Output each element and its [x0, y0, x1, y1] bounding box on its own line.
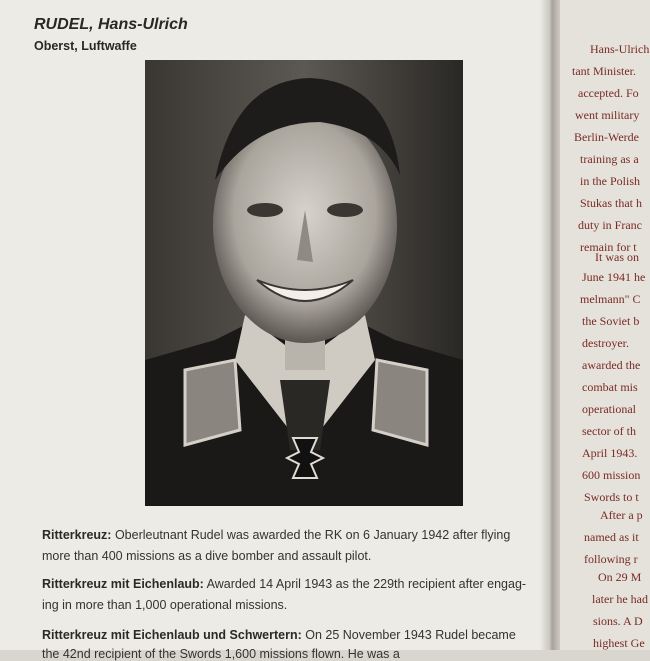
caption-line — [42, 577, 526, 591]
right-page-line: later he had — [592, 592, 648, 606]
right-page-line: duty in Franc — [578, 218, 642, 232]
right-page-line: operational — [582, 402, 636, 416]
right-page-line: highest Ge — [593, 636, 645, 650]
right-page-line: went military — [575, 108, 640, 122]
right-page-line: sector of th — [582, 424, 636, 438]
caption-text: Awarded 14 April 1943 as the 229th recipient after engag- — [206, 577, 527, 591]
caption-line — [42, 528, 510, 542]
right-page-line: combat mis — [582, 380, 638, 394]
right-page-line: destroyer. — [582, 336, 629, 350]
right-page-line: remain for t — [580, 240, 637, 254]
right-page-line: awarded the — [582, 358, 641, 372]
right-page-line: April 1943. — [582, 446, 638, 460]
caption-line — [42, 647, 400, 661]
right-page-line: Hans-Ulrich — [590, 42, 650, 56]
right-page-line: June 1941 he — [582, 270, 646, 284]
right-page-line: tant Minister. — [572, 64, 636, 78]
right-page-line: It was on — [595, 250, 639, 264]
right-page-line: Stukas that h — [580, 196, 642, 210]
caption-text: On 25 November 1943 Rudel became — [305, 628, 516, 642]
right-page-line: On 29 M — [598, 570, 642, 584]
right-page-line: sions. A D — [593, 614, 643, 628]
right-page-line: named as it — [584, 530, 639, 544]
right-page-line: Berlin-Werde — [574, 130, 640, 144]
page-title: RUDEL, Hans-Ulrich — [34, 16, 188, 33]
right-page-line: accepted. Fo — [578, 86, 639, 100]
caption-text: Oberleutnant Rudel was awarded the RK on 6 January 1942 after flying — [114, 528, 511, 542]
right-page-line: After a p — [600, 508, 643, 522]
caption-text: ing in more than 1,000 operational missions. — [42, 598, 288, 612]
caption-label: Ritterkreuz: — [42, 528, 112, 542]
caption-text: more than 400 missions as a dive bomber and assault pilot. — [42, 549, 372, 563]
right-page-line: the Soviet b — [582, 314, 640, 328]
portrait-photo — [145, 60, 463, 506]
caption-line — [42, 628, 516, 642]
right-page-line: 600 mission — [582, 468, 641, 482]
caption-label: Ritterkreuz mit Eichenlaub: — [42, 577, 204, 591]
page-subtitle: Oberst, Luftwaffe — [34, 39, 137, 53]
right-page-line: following r — [584, 552, 638, 566]
book-gutter — [540, 0, 562, 650]
right-page-line: Swords to t — [584, 490, 639, 504]
right-page-line: training as a — [580, 152, 639, 166]
caption-label: Ritterkreuz mit Eichenlaub und Schwertern: — [42, 628, 302, 642]
right-page-line: melmann" C — [580, 292, 641, 306]
right-page-line: in the Polish — [580, 174, 641, 188]
caption-line — [42, 549, 371, 563]
caption-text: the 42nd recipient of the Swords 1,600 missions flown. He was a — [42, 647, 400, 661]
caption-line — [42, 598, 287, 612]
